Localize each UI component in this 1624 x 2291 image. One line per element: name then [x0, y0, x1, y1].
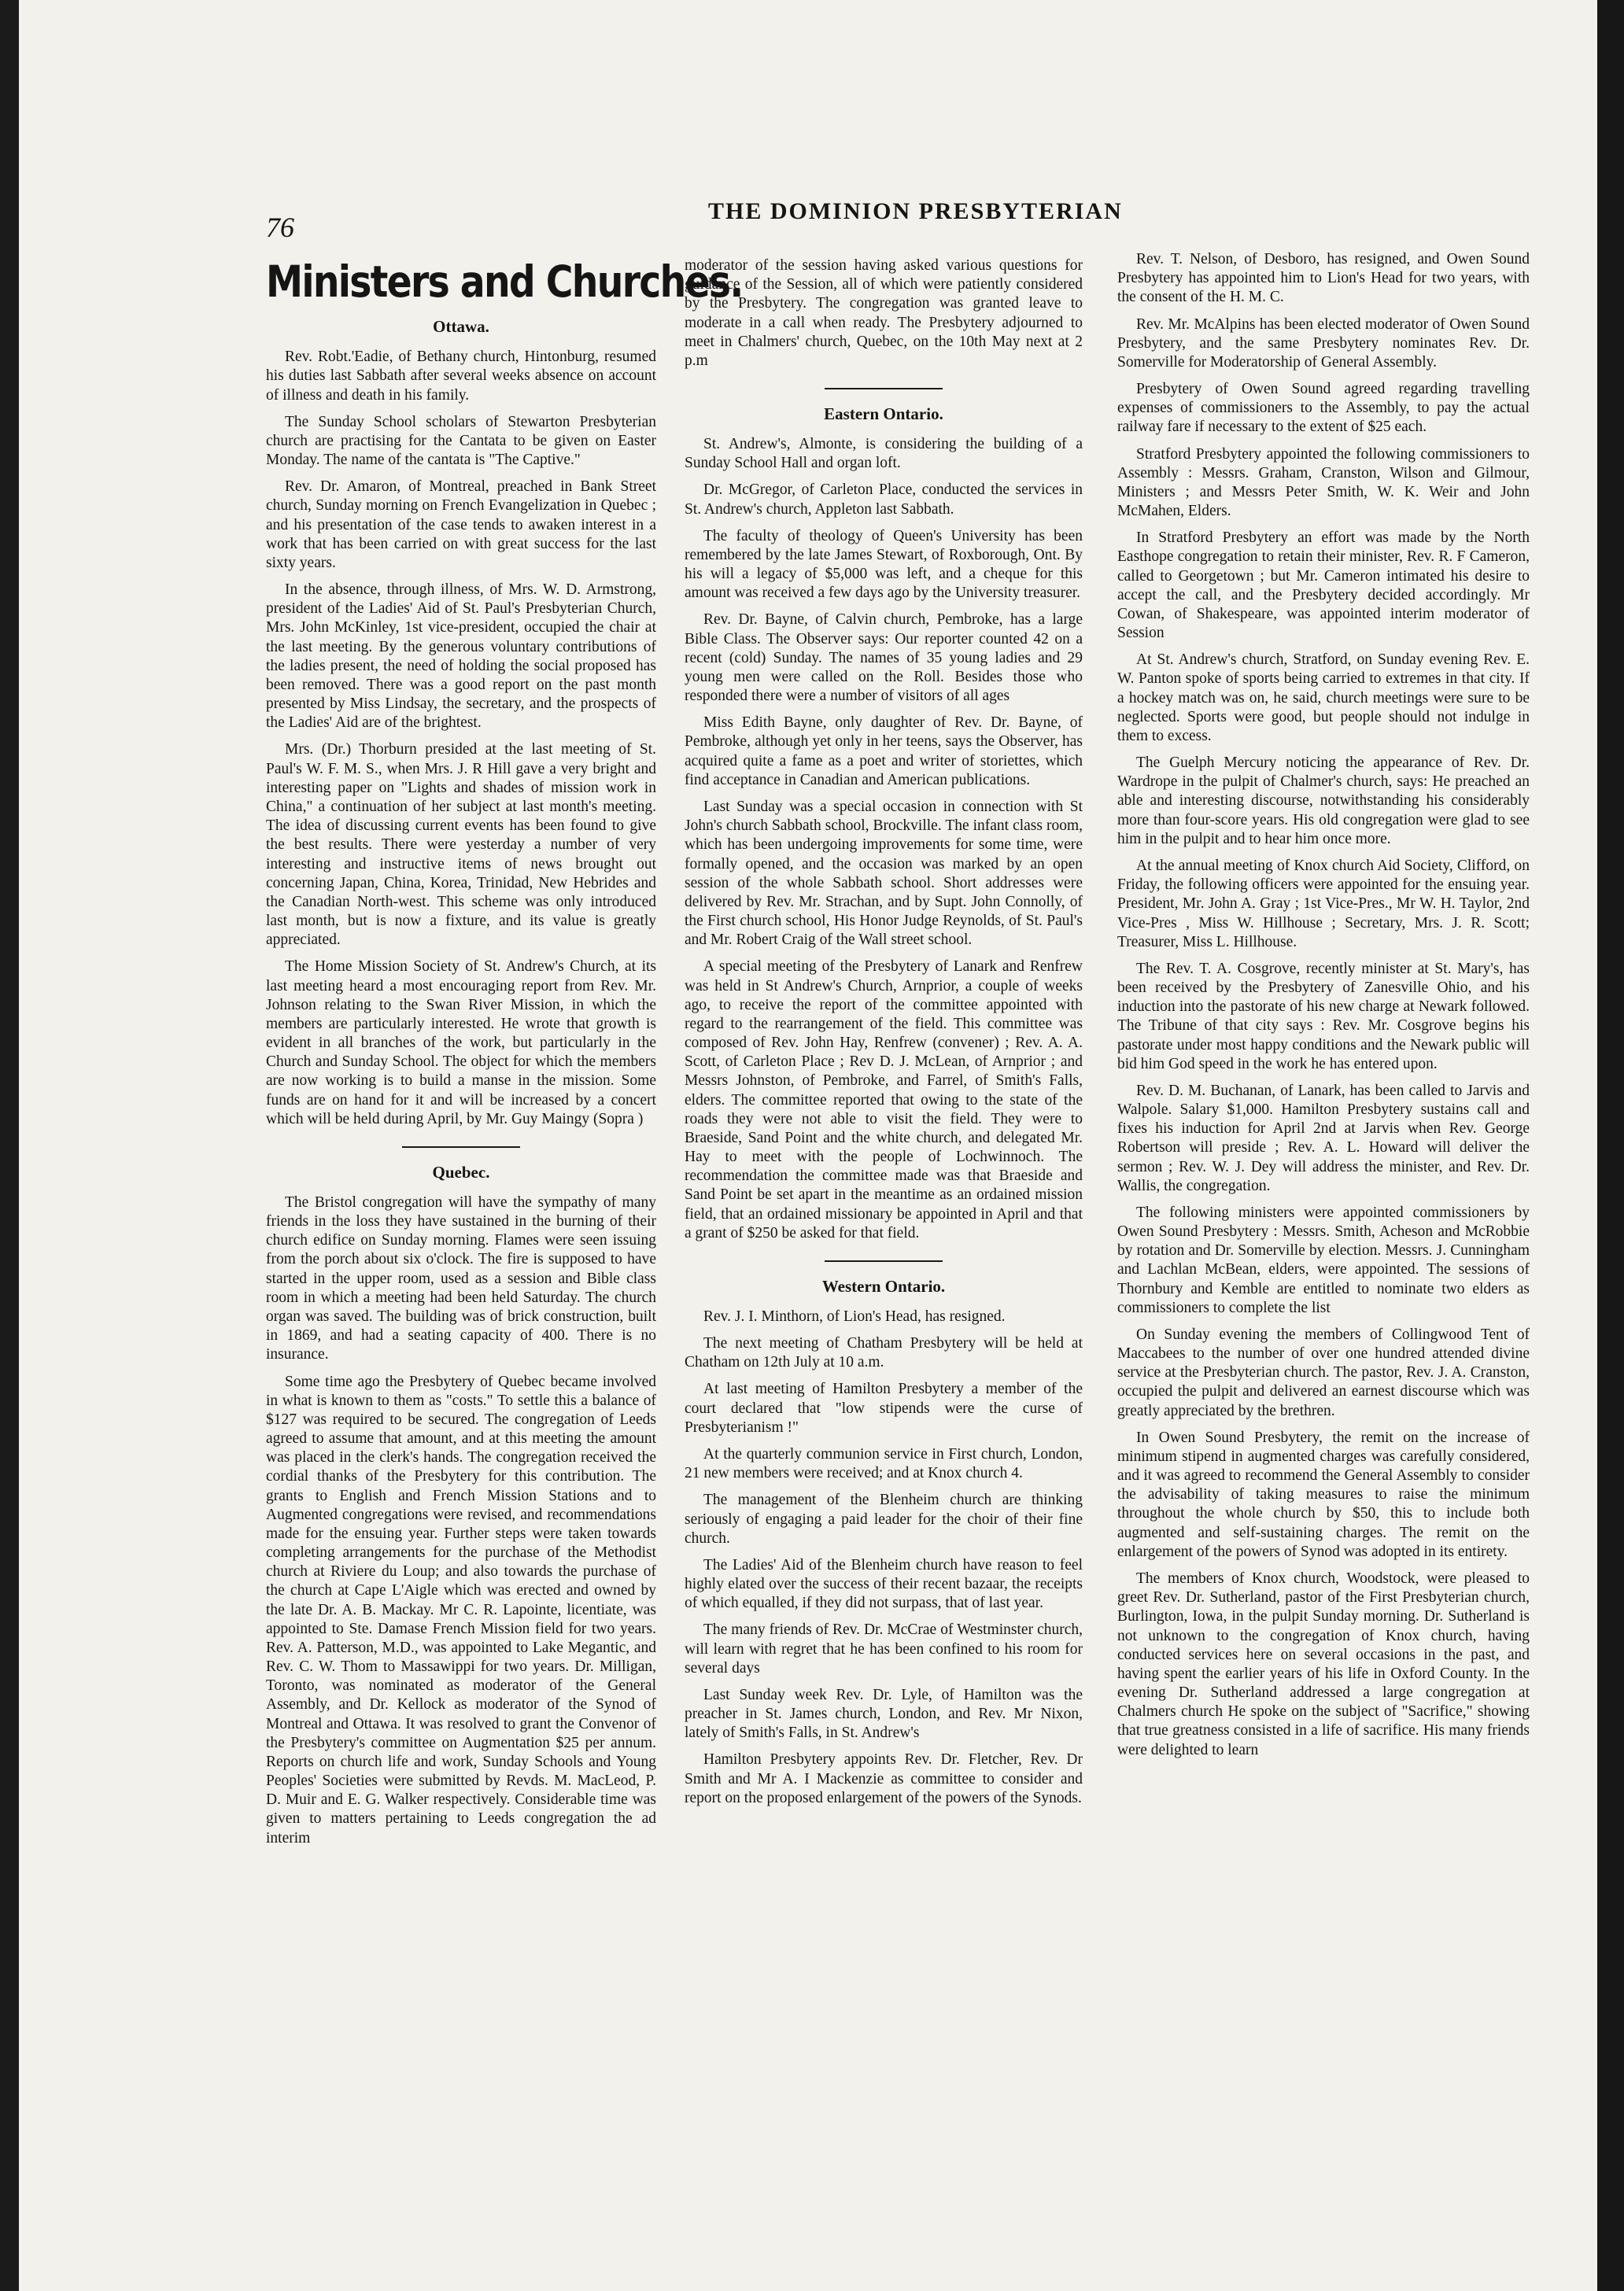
paragraph: The following ministers were appointed commissioners by Owen Sound Presbytery : Messrs. Smith, Acheson and McRobbie by rotation and Dr. Somerville by election. Messrs. J. Cunningham and Lachlan McBean, elders, were appointed. The sessions of Thornbury and Kemble are entitled to nominate two elders as commissioners to complete the list: [1117, 1204, 1530, 1316]
paragraph: The management of the Blenheim church are thinking seriously of engaging a paid leader for the choir of their fine church.: [685, 1492, 1083, 1547]
paragraph: At last meeting of Hamilton Presbytery a member of the court declared that "low stipends were the curse of Presbyterianism !": [685, 1381, 1083, 1436]
paragraph: At the quarterly communion service in First church, London, 21 new members were received; and at Knox church 4.: [685, 1446, 1083, 1482]
paragraph: The Guelph Mercury noticing the appearance of Rev. Dr. Wardrope in the pulpit of Chalmer's church, says: He preached an able and interesting discourse, notwithstanding his considerably more than four-score years. His old congregation were glad to see him in the pulpit and to hear him once more.: [1117, 754, 1530, 847]
paragraph: The next meeting of Chatham Presbytery will be held at Chatham on 12th July at 10 a.m.: [685, 1335, 1083, 1371]
paragraph: Some time ago the Presbytery of Quebec became involved in what is known to them as "costs." To settle this a balance of $127 was required to be secured. The congregation of Leeds agreed to assume that amount, and at this meeting the amount was placed in the clerk's hands. The congregation received the cordial thanks of the Presbytery for this contribution. The grants to English and French Mission Stations and to Augmented congregations were revised, and recommendations made for the ensuing year. Further steps were taken towards completing arrangements for the purchase of the Methodist church at Riviere du Loup; and also towards the purchase of the church at Cape L'Aigle which was erected and owned by the late Dr. A. B. Mackay. Mr C. R. Lapointe, licentiate, was appointed to Ste. Damase French Mission field for two years. Rev. A. Patterson, M.D., was appointed to Lake Megantic, and Rev. C. W. Thom to Massawippi for two years. Dr. Milligan, Toronto, was nominated as moderator of the General Assembly, and Dr. Kellock as moderator of the Synod of Montreal and Ottawa. It was resolved to grant the Convenor of the Presbytery's committee on Augmentation $25 per annum. Reports on church life and work, Sunday Schools and Young Peoples' Societies were submitted by Revds. M. MacLeod, P. D. Muir and E. G. Walker respectively. Considerable time was given to matters pertaining to Leeds congregation the ad interim: [266, 1373, 656, 1846]
paragraph: St. Andrew's, Almonte, is considering the building of a Sunday School Hall and organ loft.: [685, 436, 1083, 472]
paragraph: Rev. Dr. Bayne, of Calvin church, Pembroke, has a large Bible Class. The Observer says: Our reporter counted 42 on a recent (cold) Sunday. The names of 35 young ladies and 29 young men were called on the Roll. Besides those who responded there were a number of visitors of all ages: [685, 611, 1083, 705]
running-head: THE DOMINION PRESBYTERIAN: [708, 198, 1123, 224]
paragraph: Mrs. (Dr.) Thorburn presided at the last meeting of St. Paul's W. F. M. S., when Mrs. J. R Hill gave a very bright and interesting paper on "Lights and shades of mission work in China," a continuation of her subject at last month's meeting. The idea of discussing current events has been found to give the best results. There were yesterday a number of very interesting and instructive items of news brought out concerning Japan, China, Korea, Trinidad, New Hebrides and the Canadian North-west. This scheme was only introduced last month, but is now a fixture, and its value is greatly appreciated.: [266, 741, 656, 949]
paragraph: Rev. J. I. Minthorn, of Lion's Head, has resigned.: [703, 1308, 1006, 1325]
paragraph: Presbytery of Owen Sound agreed regarding travelling expenses of commissioners to the Assembly, to pay the actual railway fare if necessary to the extent of $25 each.: [1117, 381, 1530, 436]
paragraph: The Home Mission Society of St. Andrew's Church, at its last meeting heard a most encouraging report from Rev. Mr. Johnson relating to the Swan River Mission, in which the members are particularly interested. He wrote that growth is evident in all branches of the work, but particularly in the Church and Sunday School. The object for which the members are now working is to build a manse in the mission. Some funds are on hand for it and will be increased by a concert which will be held during April, by Mr. Guy Maingy (Sopra ): [266, 958, 656, 1127]
paragraph: Stratford Presbytery appointed the following commissioners to Assembly : Messrs. Graham, Cranston, Wilson and Gilmour, Ministers ; and Messrs Peter Smith, W. K. Weir and John McMahen, Elders.: [1117, 445, 1530, 520]
paragraph: Rev. D. M. Buchanan, of Lanark, has been called to Jarvis and Walpole. Salary $1,000. Hamilton Presbytery sustains call and fixes his induction for April 2nd at Jarvis when Rev. George Robertson will preside ; Rev. A. L. Howard will deliver the sermon ; Rev. W. J. Dey will address the minister, and Rev. Dr. Wallis, the congregation.: [1117, 1082, 1530, 1194]
scan-edge-left: [0, 0, 19, 2291]
page-number: 76: [266, 212, 294, 243]
paragraph: Rev. Dr. Amaron, of Montreal, preached in Bank Street church, Sunday morning on French Evangelization in Quebec ; and his presentation of the case tends to awaken interest in a work that has been carried on with great success for the last sixty years.: [266, 478, 656, 571]
scan-edge-right: [1597, 0, 1624, 2291]
section-divider: [825, 388, 943, 389]
column-1: [266, 252, 743, 1856]
paragraph: The Bristol congregation will have the sympathy of many friends in the loss they have sustained in the burning of their church edifice on Sunday morning. Flames were seen issuing from the porch about six o'clock. The fire is supposed to have started in the upper room, used as a session and Bible class room in which a meeting had been held Saturday. The church organ was saved. The building was of brick construction, built in 1869, and had a seating capacity of 400. There is no insurance.: [266, 1193, 656, 1363]
paragraph: The faculty of theology of Queen's University has been remembered by the late James Stewart, of Roxborough, Ont. By his will a legacy of $5,000 was left, and a cheque for this amount was received a few days ago by the University treasurer.: [685, 527, 1083, 602]
section-divider: [402, 1146, 520, 1148]
heading-western-ontario: Western Ontario.: [821, 1276, 946, 1296]
paragraph: Miss Edith Bayne, only daughter of Rev. Dr. Bayne, of Pembroke, although yet only in her teens, says the Observer, has acquired quite a fame as a poet and writer of storiettes, which find acceptance in Canadian and American publications.: [685, 714, 1083, 788]
paragraph: The Rev. T. A. Cosgrove, recently minister at St. Mary's, has been received by the Presbytery of Zanesville Ohio, and his induction into the pastorate of his new charge at Newark followed. The Tribune of that city says : Rev. Mr. Cosgrove begins his pastorate under most happy conditions and the Newark public will bid him God speed in the work he has entered upon.: [1117, 960, 1530, 1072]
paragraph: In the absence, through illness, of Mrs. W. D. Armstrong, president of the Ladies' Aid of St. Paul's Presbyterian Church, Mrs. John McKinley, 1st vice-president, occupied the chair at the last meeting. By the generous voluntary contributions of the ladies present, the need of holding the social proposed has been removed. There was a good report on the past month presented by Miss Lindsay, the secretary, and the prospects of the Ladies' Aid are of the brightest.: [266, 581, 656, 732]
heading-ottawa: Ottawa.: [433, 317, 489, 337]
paragraph: Rev. Robt.'Eadie, of Bethany church, Hintonburg, resumed his duties last Sabbath after several weeks absence on account of illness and death in his family.: [266, 349, 656, 404]
paragraph: A special meeting of the Presbytery of Lanark and Renfrew was held in St Andrew's Church, Arnprior, a couple of weeks ago, to receive the report of the committee appointed with regard to the rearrangement of the field. This committee was composed of Rev. John Hay, Renfrew (convener) ; Rev. A. A. Scott, of Carleton Place ; Rev D. J. McLean, of Arnprior ; and Messrs Johnston, of Pembroke, and Farrel, of Smith's Falls, elders. The committee reported that owing to the state of the roads they were not able to visit the field. They were to Braeside, Sand Point and the white church, and delegated Mr. Hay to meet with the people of Lochwinnoch. The recommendation the committee made was that Braeside and Sand Point be set apart in the meantime as an ordained mission field, that an ordained missionary be appointed in April and that a grant of $250 be asked for that field.: [685, 958, 1083, 1241]
paragraph: In Stratford Presbytery an effort was made by the North Easthope congregation to retain their minister, Rev. R. F Cameron, called to Georgetown ; but Mr. Cameron intimated his desire to accept the call, and the Presbytery decided accordingly. Mr Cowan, of Shakespeare, was appointed interim moderator of Session: [1117, 529, 1530, 642]
paragraph: Last Sunday week Rev. Dr. Lyle, of Hamilton was the preacher in St. James church, London, and Rev. Mr Nixon, lately of Smith's Falls, in St. Andrew's: [685, 1686, 1083, 1742]
section-divider: [825, 1260, 943, 1262]
paragraph: Hamilton Presbytery appoints Rev. Dr. Fletcher, Rev. Dr Smith and Mr A. I Mackenzie as committee to consider and report on the proposed enlargement of the powers of the Synods.: [685, 1751, 1083, 1806]
paragraph: At the annual meeting of Knox church Aid Society, Clifford, on Friday, the following officers were appointed for the ensuing year. President, Mr. John A. Gray ; 1st Vice-Pres., Mr W. H. Taylor, 2nd Vice-Pres , Miss W. Hillhouse ; Secretary, Mrs. J. R. Scott; Treasurer, Miss L. Hillhouse.: [1117, 857, 1530, 950]
paragraph-continued: moderator of the session having asked various questions for guidance of the Session, all of which were patiently considered by the Presbytery. The congregation was granted leave to moderate in a call when ready. The Presbytery adjourned to meet in Chalmers' church, Quebec, on the 10th May next at 2 p.m: [685, 257, 1083, 369]
paragraph: In Owen Sound Presbytery, the remit on the increase of minimum stipend in augmented charges was carefully considered, and it was agreed to recommend the General Assembly to consider the advisability of taking measures to raise the minimum throughout the whole church by $50, this to include both augmented and self-sustaining charges. The remit on the enlargement of the powers of Synod was adopted in its entirety.: [1117, 1429, 1530, 1560]
paragraph: At St. Andrew's church, Stratford, on Sunday evening Rev. E. W. Panton spoke of sports being carried to extremes in that city. If a hockey match was on, he said, church meetings were sure to be neglected. Sports were good, but people should not indulge in them to excess.: [1117, 651, 1530, 744]
paragraph: Rev. Mr. McAlpins has been elected moderator of Owen Sound Presbytery, and the same Presbytery nominates Rev. Dr. Somerville for Moderatorship of General Assembly.: [1117, 315, 1530, 371]
paragraph: The Sunday School scholars of Stewarton Presbyterian church are practising for the Cantata to be given on Easter Monday. The name of the cantata is "The Captive.": [266, 413, 656, 469]
column-3: [1117, 250, 1530, 1768]
paragraph: The members of Knox church, Woodstock, were pleased to greet Rev. Dr. Sutherland, pastor of the First Presbyterian church, Burlington, Iowa, in the pulpit Sunday morning. Dr. Sutherland is not unknown to the congregation of Knox church, having conducted services here on several occasions in the past, and having spent the earlier years of his life in Oxford County. In the evening Dr. Sutherland addressed a large congregation at Chalmers church He spoke on the subject of "Sacrifice," showing that true greatness consisted in a life of sacrifice. His many friends were delighted to learn: [1117, 1570, 1530, 1758]
section-masthead: Ministers and Churches.: [266, 256, 743, 307]
paragraph: Rev. T. Nelson, of Desboro, has resigned, and Owen Sound Presbytery has appointed him to Lion's Head for two years, with the consent of the H. M. C.: [1117, 251, 1530, 306]
heading-quebec: Quebec.: [432, 1162, 490, 1182]
column-2: [685, 256, 1083, 1816]
paragraph: Dr. McGregor, of Carleton Place, conducted the services in St. Andrew's church, Appleton last Sabbath.: [685, 481, 1083, 518]
paragraph: On Sunday evening the members of Collingwood Tent of Maccabees to the number of over one hundred attended divine service at the Presbyterian church. The pastor, Rev. J. A. Cranston, occupied the pulpit and delivered an earnest discourse which was greatly appreciated by the brethren.: [1117, 1326, 1530, 1419]
paragraph: Last Sunday was a special occasion in connection with St John's church Sabbath school, Brockville. The infant class room, which has been undergoing improvements for some time, were formally opened, and the occasion was marked by an open session of the whole Sabbath school. Short addresses were delivered by Rev. Mr. Strachan, and by Supt. John Connolly, of the First church school, His Honor Judge Reynolds, of St. Paul's and Mr. Robert Craig of the Wall street school.: [685, 798, 1083, 949]
heading-eastern-ontario: Eastern Ontario.: [824, 404, 943, 424]
paragraph: The many friends of Rev. Dr. McCrae of Westminster church, will learn with regret that he has been confined to his room for several days: [685, 1621, 1083, 1677]
paragraph: The Ladies' Aid of the Blenheim church have reason to feel highly elated over the success of their recent bazaar, the receipts of which equalled, if they did not surpass, that of last year.: [685, 1556, 1083, 1612]
